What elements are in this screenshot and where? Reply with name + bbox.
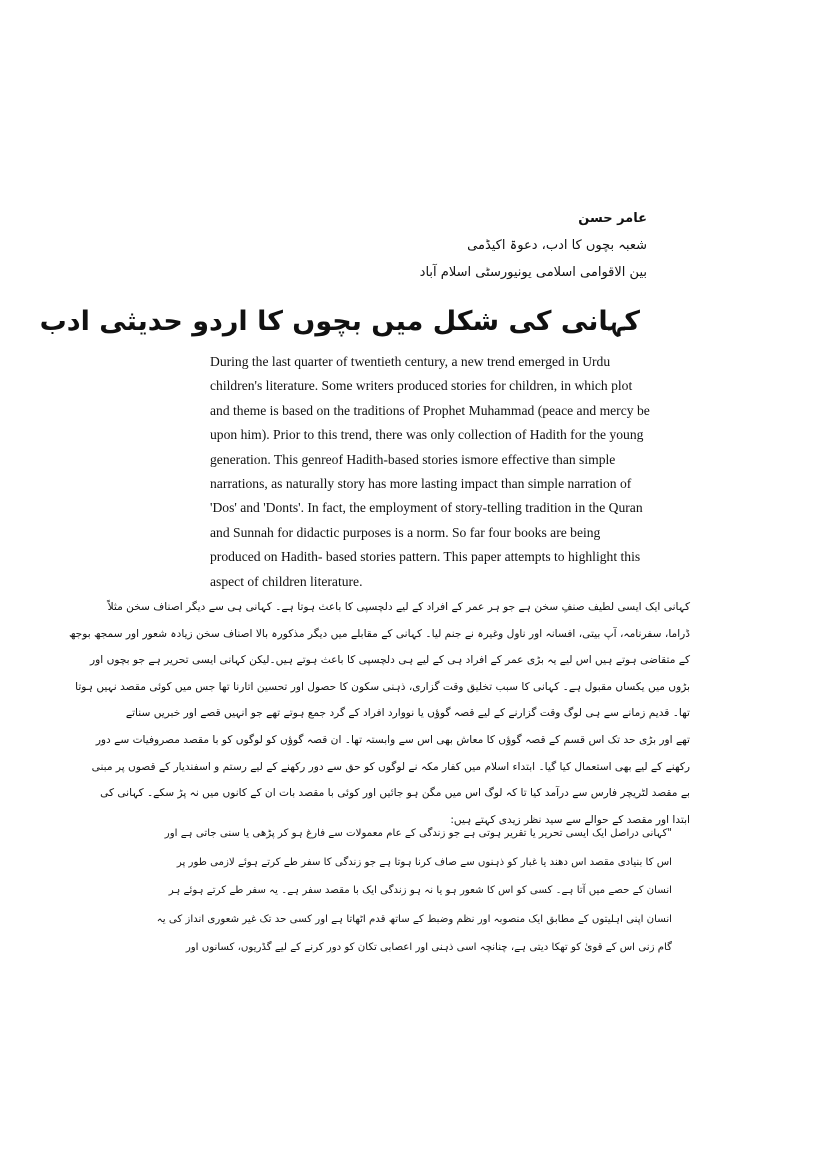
abstract-line: aspect of children literature. [210,573,363,589]
body-line: ابتدا اور مقصد کے حوالے سے سید نظر زیدی کہتے ہیں: [450,813,690,826]
body-line: کہانی ایک ایسی لطیف صنفِ سخن ہے جو ہر عمر کے افراد کے لیے دلچسپی کا باعث ہوتا ہے۔ کہانی ہی سے دیگر اصناف سخن مثلاً [107,601,690,613]
author-department: شعبہ بچوں کا ادب، دعوۃ اکیڈمی [467,238,647,253]
body-paragraph [68,594,690,833]
author-block [267,205,647,286]
quote-line: انسان اپنی اہلیتوں کے مطابق ایک منصوبہ اور نظم وضبط کے ساتھ قدم اٹھاتا ہے اور کسی حد تک غیر شعوری انداز کی یہ [156,913,672,925]
paper-title: کہانی کی شکل میں بچوں کا اردو حدیثی ادب [39,306,640,337]
abstract-line: and theme is based on the traditions of Prophet Muhammad (peace and mercy be [210,402,650,418]
author-university: بین الاقوامی اسلامی یونیورسٹی اسلام آباد [419,265,647,280]
quote-line: اس کا بنیادی مقصد اس دھند یا غبار کو ذہنوں سے صاف کرنا ہوتا ہے جو زندگی کا سفر طے کرتے ہوئے لازمی طور پر [176,856,672,868]
body-line: تھے اور بڑی حد تک اس قسم کے قصہ گوؤں کا معاش بھی اس سے وابستہ تھا۔ ان قصہ گوؤں کو لوگوں کو با مقصد مصروفیات سے دور [95,733,690,746]
abstract-line: narrations, as naturally story has more lasting impact than simple narration of [210,476,632,492]
body-line: ڈراما، سفرنامہ، آپ بیتی، افسانہ اور ناول وغیرہ نے جنم لیا۔ کہانی کے مقابلے میں دیگر مذکورہ بالا اصناف سخن زیادہ شعور اور سمجھ بوجھ [68,627,690,640]
quote-line: گام زنی اس کے قویٰ کو تھکا دیتی ہے، چنانچہ اسی ذہنی اور اعصابی تکان کو دور کرنے کے لیے گڈریوں، کسانوں اور [185,942,672,953]
body-line: کے متقاضی ہوتے ہیں اس لیے یہ بڑی عمر کے افراد ہی کے لیے ہی دلچسپی کا باعث ہوتے ہیں۔لیکن کہانی ایسی تحریر ہے جو بچوں اور [90,654,690,667]
abstract-line: generation. This genreof Hadith-based stories ismore effective than simple [210,451,616,467]
block-quote [156,820,672,963]
abstract [210,350,650,594]
abstract-line: 'Dos' and 'Donts'. In fact, the employment of story-telling tradition in the Quran [210,500,643,516]
author-name: عامر حسن [578,211,647,226]
abstract-line: and Sunnah for didactic purposes is a norm. So far four books are being [210,524,601,540]
abstract-line: produced on Hadith- based stories pattern. This paper attempts to highlight this [210,549,641,565]
abstract-line: During the last quarter of twentieth century, a new trend emerged in Urdu [210,354,611,369]
body-line: بڑوں میں یکساں مقبول ہے۔ کہانی کا سبب تخلیق وقت گزاری، ذہنی سکون کا حصول اور تحسین اتارنا تھا جس میں کوئی مقصد نہیں ہوتا [75,680,690,693]
body-line: تھا۔ قدیم زمانے سے ہی لوگ وقت گزارنے کے لیے قصہ گوؤں یا نووارد افراد کے گرد جمع ہوتے تھے جو انہیں قصے اور خبریں سناتے [125,707,690,720]
quote-line: "کہانی دراصل ایک ایسی تحریر یا تقریر ہوتی ہے جو زندگی کے عام معمولات سے فارغ ہو کر پڑھی یا سنی جاتی ہے اور [164,828,672,839]
body-line: بے مقصد لٹریچر فارس سے درآمد کیا تا کہ لوگ اس میں مگن ہو جائیں اور کوئی با مقصد بات ان کے کانوں میں نہ پڑ سکے۔ کہانی کی [100,787,690,800]
abstract-line: upon him). Prior to this trend, there was only collection of Hadith for the young [210,427,644,443]
quote-line: انسان کے حصے میں آتا ہے۔ کسی کو اس کا شعور ہو یا نہ ہو زندگی ایک با مقصد سفر ہے۔ یہ سفر طے کرتے ہوئے ہر [168,885,672,896]
abstract-line: children's literature. Some writers produced stories for children, in which plot [210,378,633,394]
body-line: رکھنے کے لیے بھی استعمال کیا گیا۔ ابتداء اسلام میں کفار مکہ نے لوگوں کو حق سے دور رکھنے کے لیے رستم و اسفندیار کے قصوں پر مبنی [91,760,690,773]
